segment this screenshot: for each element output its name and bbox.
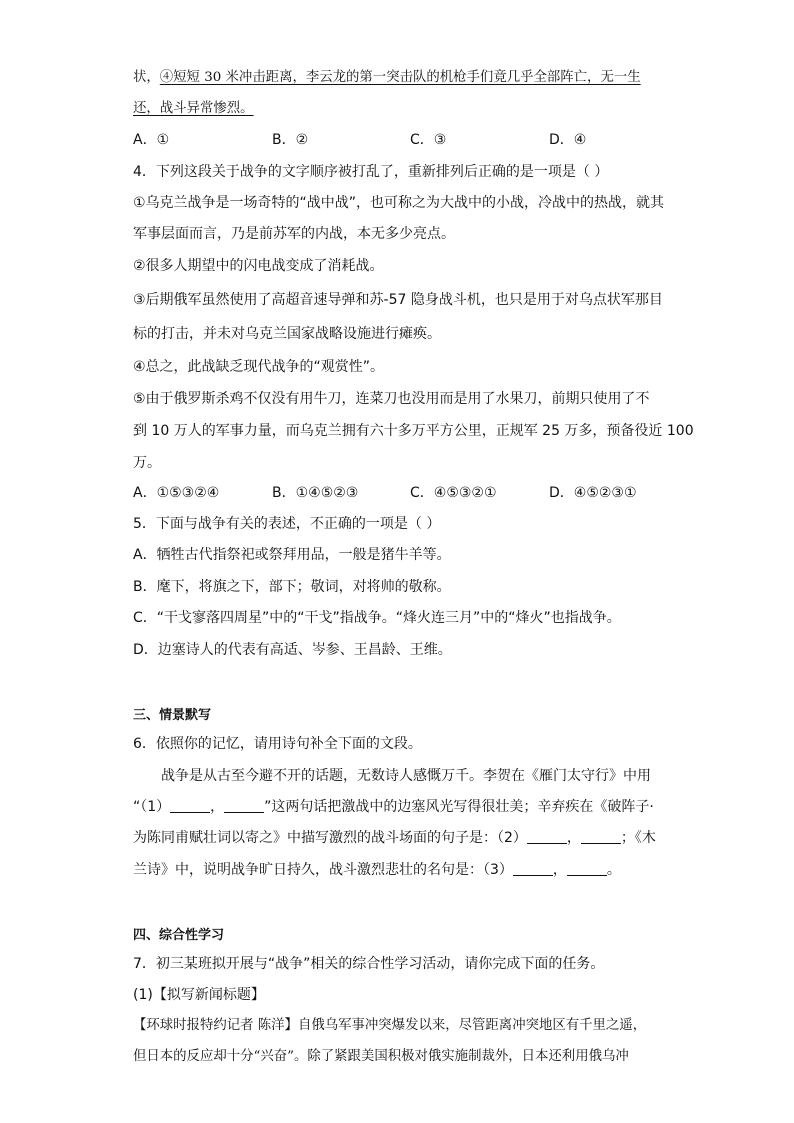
q3-option-d[interactable]: D．④ [549,132,587,148]
q5-option-c[interactable]: C．“干戈寥落四周星”中的“干戈”指战争。“烽火连三月”中的“烽火”也指战争。 [133,610,621,626]
q3-option-b[interactable]: B．② [272,132,309,148]
q4-sentence-5a: ⑤由于俄罗斯杀鸡不仅没有用牛刀，连菜刀也没用而是用了水果刀，前期只使用了不 [133,391,650,407]
q5-option-b[interactable]: B．麾下，将旗之下，部下；敬词，对将帅的敬称。 [133,579,451,595]
section-4-title: 四、综合性学习 [133,928,225,943]
q4-sentence-1b: 军事层面而言，乃是前苏军的内战，本无多少亮点。 [133,226,455,242]
q4-option-c[interactable]: C．④⑤③②① [410,485,497,501]
passage-line-1: 状，④短短 30 米冲击距离，李云龙的第一突击队的机枪手们竟几乎全部阵亡，无一生 [133,70,641,85]
section-3-title: 三、情景默写 [133,708,212,723]
q6-stem: 6．依照你的记忆，请用诗句补全下面的文段。 [133,736,422,752]
blank-1b[interactable] [224,798,264,813]
underlined-sentence-4-end: 还，战斗异常惨烈。 [133,101,254,116]
q6-paragraph-line-2: “（1） ， ”这两句话把激战中的边塞风光写得很壮美；辛弃疾在《破阵子· [133,799,654,815]
q4-sentence-1a: ①乌克兰战争是一场奇特的“战中战”，也可称之为大战中的小战，冷战中的热战，就其 [133,195,665,211]
q4-sentence-3a: ③后期俄军虽然使用了高超音速导弹和苏-57 隐身战斗机，也只是用于对乌点状军那目 [133,292,663,308]
blank-3a[interactable] [513,861,553,876]
q4-sentence-2: ②很多人期望中的闪电战变成了消耗战。 [133,258,384,274]
q4-sentence-5b: 到 10 万人的军事力量，而乌克兰拥有六十多万平方公里，正规军 25 万多，预备役近 100 [133,423,694,439]
q5-option-a[interactable]: A．牺牲古代指祭祀或祭拜用品，一般是猪牛羊等。 [133,547,451,563]
underlined-sentence-4: ④短短 30 米冲击距离，李云龙的第一突击队的机枪手们竟几乎全部阵亡，无一生 [159,70,641,85]
blank-1a[interactable] [170,798,210,813]
q4-stem: 4．下列这段关于战争的文字顺序被打乱了，重新排列后正确的是一项是（ ） [133,164,609,180]
news-line-2: 但日本的反应却十分“兴奋”。除了紧跟美国积极对俄实施制裁外，日本还利用俄乌冲 [133,1049,629,1064]
q4-sentence-3b: 标的打击，并未对乌克兰国家战略设施进行瘫痪。 [133,326,441,342]
q7-stem: 7．初三某班拟开展与“战争”相关的综合性学习活动，请你完成下面的任务。 [133,956,605,972]
q4-sentence-5c: 万。 [133,455,161,471]
q5-stem: 5．下面与战争有关的表述，不正确的一项是（ ） [133,516,441,532]
q4-sentence-4: ④总之，此战缺乏现代战争的“观赏性”。 [133,359,385,375]
blank-2a[interactable] [527,829,567,844]
news-line-1: 【环球时报特约记者 陈洋】自俄乌军事冲突爆发以来，尽管距离冲突地区有千里之遥， [133,1018,647,1033]
q6-paragraph-line-4: 兰诗》中，说明战争旷日持久，战斗激烈悲壮的名句是：（3） ， 。 [133,862,621,878]
q3-option-a[interactable]: A．① [133,132,170,148]
q7-task-1: (1)【拟写新闻标题】 [133,987,265,1003]
q3-option-c[interactable]: C．③ [410,132,447,148]
blank-3b[interactable] [567,861,607,876]
q6-paragraph-line-1: 战争是从古至今避不开的话题，无数诗人感慨万千。李贺在《雁门太守行》中用 [161,768,651,784]
passage-line-2 [133,99,254,119]
blank-2b[interactable] [581,829,621,844]
q6-paragraph-line-3: 为陈同甫赋壮词以寄之》中描写激烈的战斗场面的句子是：（2） ， ；《木 [133,830,656,846]
q5-option-d[interactable]: D．边塞诗人的代表有高适、岑参、王昌龄、王维。 [133,642,452,658]
q4-option-a[interactable]: A．①⑤③②④ [133,485,220,501]
q4-option-b[interactable]: B．①④⑤②③ [272,485,359,501]
q4-option-d[interactable]: D．④⑤②③① [549,485,637,501]
